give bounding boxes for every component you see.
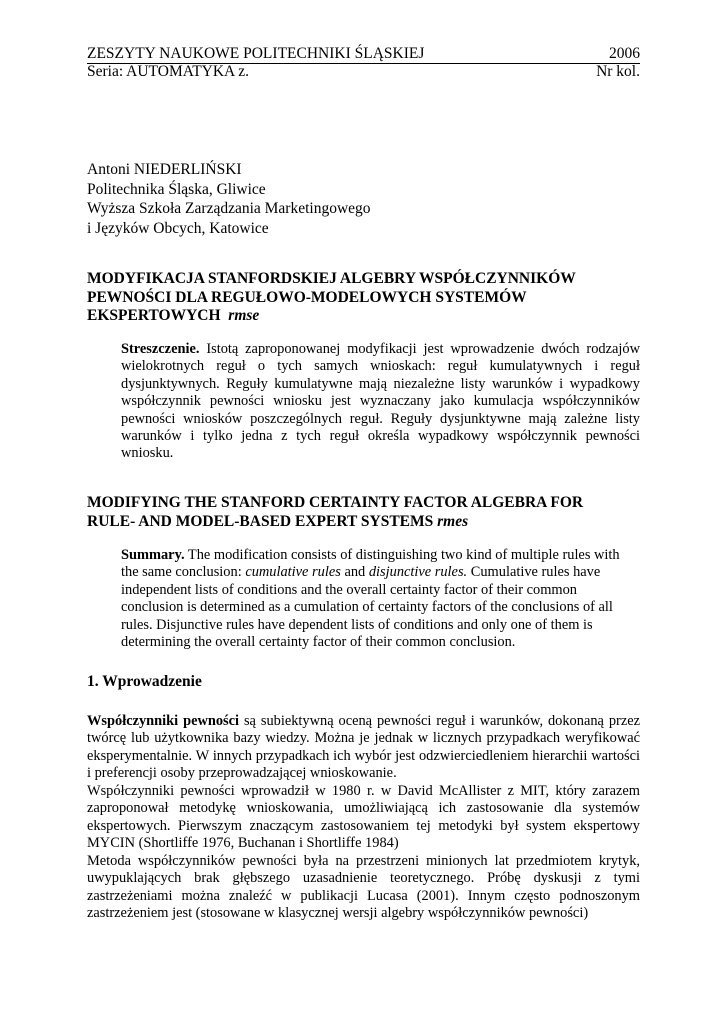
abstract-en-term-cumulative: cumulative rules [245,564,341,581]
abstract-en-line3: independent lists of conditions and the overall certainty factor of their common [121,581,577,598]
paragraph-1 [87,713,640,783]
journal-year: 2006 [609,45,640,62]
abstract-en-line6: determining the overall certainty factor of their common conclusion. [121,634,516,651]
abstract-english [121,547,640,651]
affiliation-2: Wyższa Szkoła Zarządzania Marketingowego [87,200,371,217]
title-pl-line1: MODYFIKACJA STANFORDSKIEJ ALGEBRY WSPÓŁCZYNNIKÓW [87,270,576,287]
title-en-suffix: rmes [437,512,469,530]
abstract-en-line2c: and [344,564,366,581]
body-text [87,713,640,922]
paragraph-2: Współczynniki pewności wprowadził w 1980 r. w David McAllister z MIT, który zarazem zaproponował metodykę wnioskowania, umożliwiającą ich zastosowanie dla systemów ekspertowych. Pierwszym znaczącym zastosowaniem tej metodyki był system ekspertowy MYCIN (Shortliffe 1976, Buchanan i Shortliffe 1984) [87,782,640,852]
paragraph-1-term: Współczynniki pewności [87,713,240,729]
abstract-en-term-disjunctive: disjunctive rules. [368,564,468,581]
title-en-line2: RULE- AND MODEL-BASED EXPERT SYSTEMS [87,512,434,530]
abstract-en-line5: rules. Disjunctive rules have dependent lists of conditions and only one of them is [121,616,593,633]
section-heading: 1. Wprowadzenie [87,673,202,690]
abstract-en-line2a: the same conclusion: [121,564,242,581]
abstract-pl-text: Istotą zaproponowanej modyfikacji jest wprowadzenie dwóch rodzajów wielokrotnych reguł o tych samych wnioskach: reguł kumulatywnych i reguł dysjunktywnych. Reguły kumulatywne mają niezależne listy warunków i wypadkowy współczynnik pewności wniosku jest wyznaczany jako kumulacja współczynników pewności wniosków poszczególnych reguł. Reguły dysjunktywne mają zależne listy warunków i tylko jedna z tych reguł określa wypadkowy współczynnik pewności wniosku. [121,341,640,462]
paragraph-1-text: są subiektywną oceną pewności reguł i warunków, dokonaną przez twórcę lub użytkownika bazy wiedzy. Można je jednak w licznych przypadkach weryfikować eksperymentalnie. W innych przypadkach ich wybór jest odzwierciedleniem hierarchii wartości i preferencji osoby przeprowadzającej wnioskowanie. [87,713,640,782]
title-en-line1: MODIFYING THE STANFORD CERTAINTY FACTOR ALGEBRA FOR [87,494,584,511]
author-name: Antoni NIEDERLIŃSKI [87,161,242,178]
author-block [87,160,371,238]
title-english [87,494,640,531]
title-pl-line2: PEWNOŚCI DLA REGUŁOWO-MODELOWYCH SYSTEMÓW [87,288,527,306]
abstract-polish [121,341,640,463]
title-pl-suffix: rmse [228,307,260,324]
abstract-en-line1: The modification consists of distinguishing two kind of multiple rules with [187,547,620,563]
abstract-en-label: Summary. [121,547,185,563]
journal-name: ZESZYTY NAUKOWE POLITECHNIKI ŚLĄSKIEJ [87,45,425,62]
title-polish [87,270,640,326]
affiliation-3: i Języków Obcych, Katowice [87,219,269,237]
affiliation-1: Politechnika Śląska, Gliwice [87,180,266,198]
abstract-en-line2e: Cumulative rules have [470,564,601,581]
series-number: Nr kol. [596,63,640,80]
abstract-en-line4: conclusion is determined as a cumulation of certainty factors of the conclusions of all [121,599,613,616]
title-pl-line3: EKSPERTOWYCH [87,307,221,324]
series-name: Seria: AUTOMATYKA z. [87,63,250,80]
running-header-top [87,45,640,64]
abstract-pl-label: Streszczenie. [121,341,200,357]
running-header-series [87,63,640,81]
paragraph-3: Metoda współczynników pewności była na przestrzeni minionych lat przedmiotem krytyk, uwypuklających brak głębszego uzasadnienie teoretycznego. Próbę dyskusji z tymi zastrzeżeniami można znaleźć w publikacji Lucasa (2001). Innym często podnoszonym zastrzeżeniem jest (stosowane w klasycznej wersji algebry współczynników pewności) [87,852,640,921]
